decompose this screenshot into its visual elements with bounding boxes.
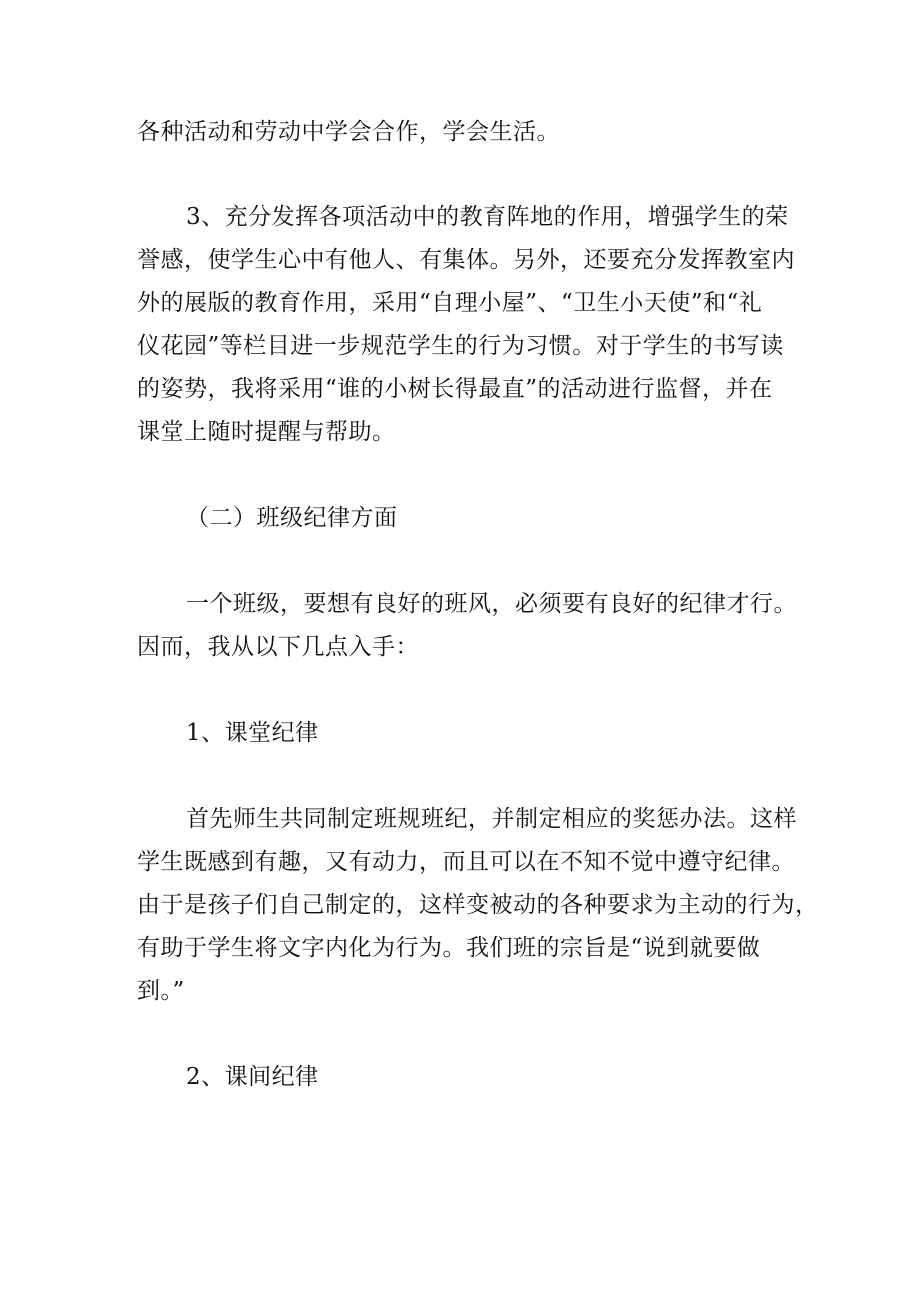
paragraph-3-line-5: 的姿势，我将采用“谁的小树长得最直”的活动进行监督，并在 [137,376,773,402]
classroom-para-line-5: 到。” [137,978,185,1004]
paragraph-3-line-4: 仪花园”等栏目进一步规范学生的行为习惯。对于学生的书写读 [137,333,784,359]
classroom-para-line-1: 首先师生共同制定班规班纪，并制定相应的奖惩办法。这样 [186,806,797,832]
classroom-para-line-4: 有助于学生将文字内化为行为。我们班的宗旨是“说到就要做 [137,935,761,961]
subheading-classroom-discipline: 1、课堂纪律 [186,720,319,746]
paragraph-line: 各种活动和劳动中学会合作，学会生活。 [137,119,560,145]
classroom-para-line-2: 学生既感到有趣，又有动力，而且可以在不知不觉中遵守纪律。 [137,849,795,875]
subheading-break-discipline: 2、课间纪律 [186,1064,319,1090]
classroom-para-line-3: 由于是孩子们自己制定的，这样变被动的各种要求为主动的行为， [137,892,819,918]
paragraph-3-line-6: 课堂上随时提醒与帮助。 [137,419,396,445]
section-heading: （二）班级纪律方面 [186,505,398,531]
paragraph-3-line-3: 外的展版的教育作用，采用“自理小屋”、“卫生小天使”和“礼 [137,290,763,316]
paragraph-3-line-2: 誉感，使学生心中有他人、有集体。另外，还要充分发挥教室内 [137,247,795,273]
intro-line-2: 因而，我从以下几点入手： [137,634,419,660]
intro-line-1: 一个班级，要想有良好的班风，必须要有良好的纪律才行。 [186,591,797,617]
paragraph-3-line-1: 3、充分发挥各项活动中的教育阵地的作用，增强学生的荣 [186,204,789,230]
